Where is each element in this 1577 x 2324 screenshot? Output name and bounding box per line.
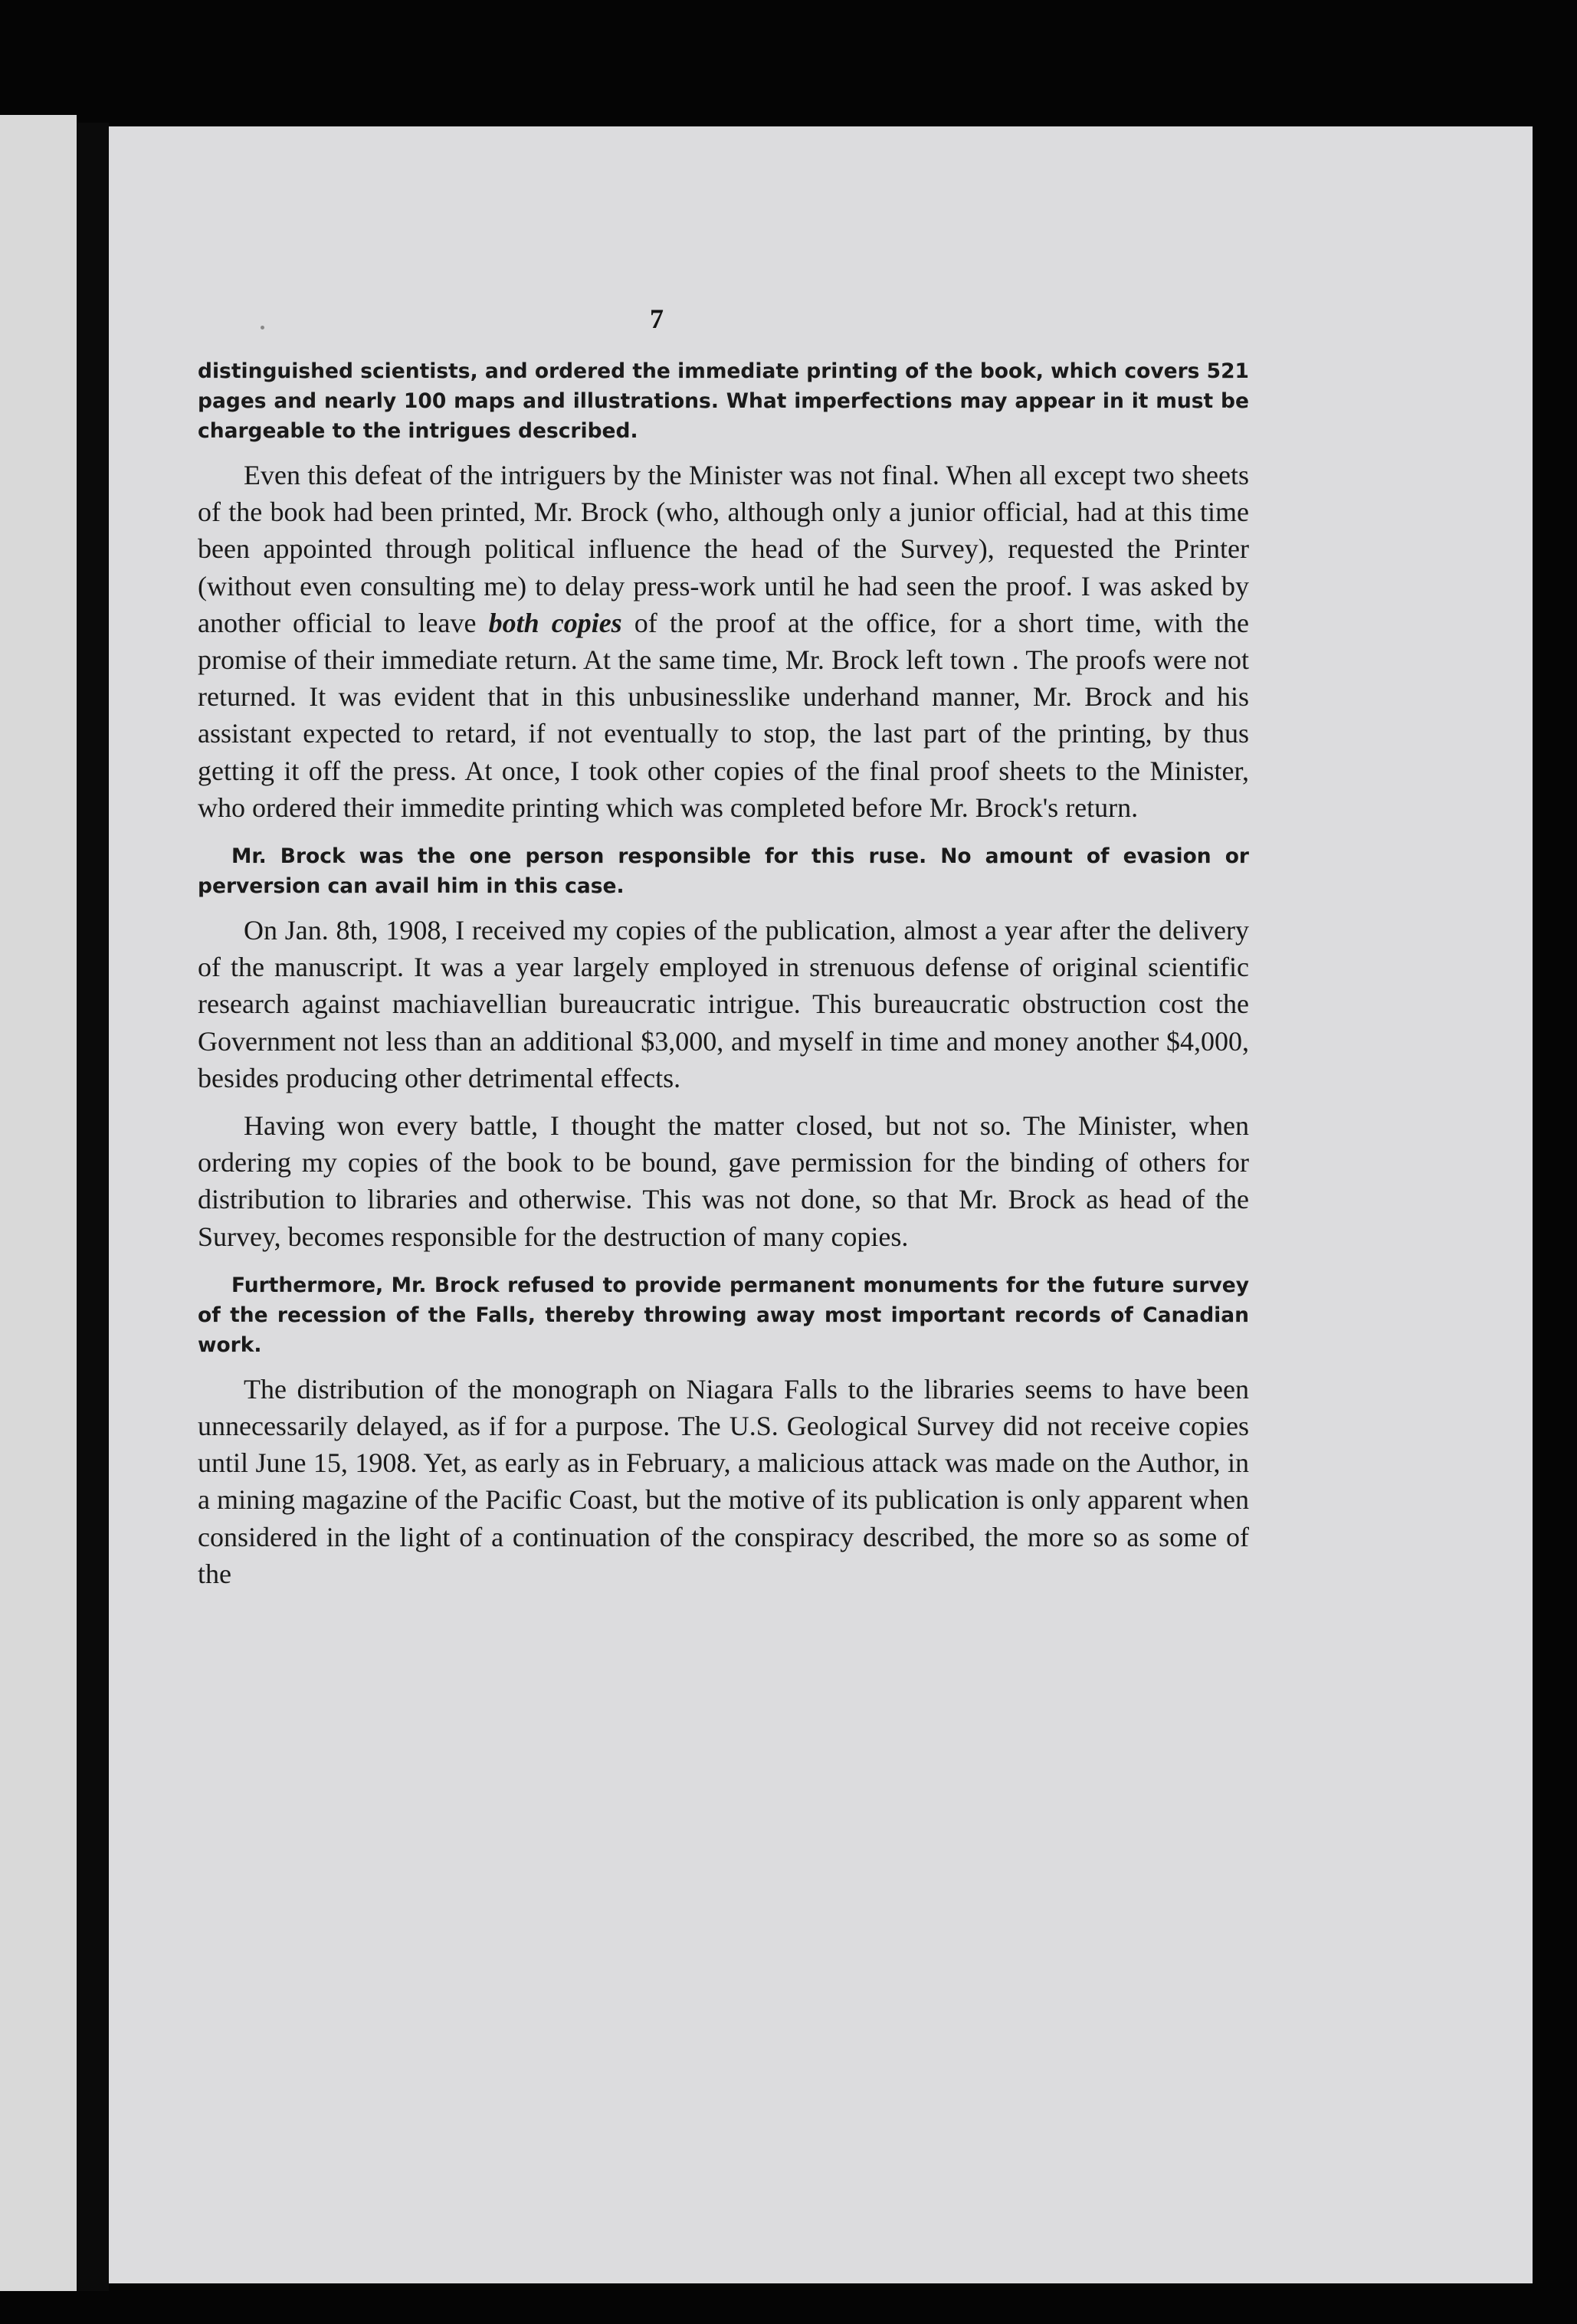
paragraph-proof-delay: [198, 457, 1249, 826]
paragraph-text: Even this defeat of the intriguers by the Minister was not final. When all except two sheets of the book had been printed, Mr. Brock (who, although only a junior official, had at this time been appointed through political influence the head of the Survey), requested the Printer (without even consulting me) to delay press-work until he had seen the proof. I was asked by another official to leave: [198, 460, 1249, 638]
book-spine: [77, 123, 109, 2291]
paragraph-binding: Having won every battle, I thought the matter closed, but not so. The Minister, when ordering my copies of the book to be bound, gave permission for the binding of others for distribution to libraries and otherwise. This was not done, so that Mr. Brock as head of the Survey, becomes responsible for the destruction of many copies.: [198, 1110, 1249, 1252]
page-number: 7: [650, 303, 664, 334]
paragraph-distribution: The distribution of the monograph on Niagara Falls to the libraries seems to have been unnecessarily delayed, as if for a purpose. The U.S. Geological Survey did not receive copies until June 15, 1908. Yet, as early as in February, a malicious attack was made on the Author, in a mining magazine of the Pacific Coast, but the motive of its publication is only apparent when considered in the light of a continuation of the conspiracy described, the more so as some of the: [198, 1373, 1249, 1589]
page-speck: [261, 326, 264, 329]
facing-page-edge: [0, 115, 77, 2291]
emphasis-both-copies: both copies: [488, 607, 622, 638]
paragraph-bold-ruse: Mr. Brock was the one person responsible for this ruse. No amount of evasion or perversion can avail him in this case.: [198, 844, 1249, 899]
paragraph-bold-continuation: distinguished scientists, and ordered the immediate printing of the book, which covers 521 pages and nearly 100 maps and illustrations. What imperfections may appear in it must be chargeable to the intrigues described.: [198, 359, 1249, 443]
paragraph-text: of the proof at the office, for a short time, with the promise of their immediate return. At the same time, Mr. Brock left town . The proofs were not returned. It was evident that in this unbusinesslike underhand manner, Mr. Brock and his assistant expected to retard, if not eventually to stop, the last part of the printing, by thus getting it off the press. At once, I took other copies of the final proof sheets to the Minister, who ordered their immedite printing which was completed before Mr. Brock's return.: [198, 607, 1250, 823]
paragraph-bold-monuments: Furthermore, Mr. Brock refused to provide permanent monuments for the future survey of the recession of the Falls, thereby throwing away most important records of Canadian work.: [198, 1273, 1249, 1357]
paragraph-publication-received: On Jan. 8th, 1908, I received my copies of the publication, almost a year after the delivery of the manuscript. It was a year largely employed in strenuous defense of original scientific research against machiavellian bureaucratic intrigue. This bureaucratic obstruction cost the Government not less than an additional $3,000, and myself in time and money another $4,000, besides producing other detrimental effects.: [198, 915, 1249, 1093]
page-text: [198, 356, 1249, 1592]
